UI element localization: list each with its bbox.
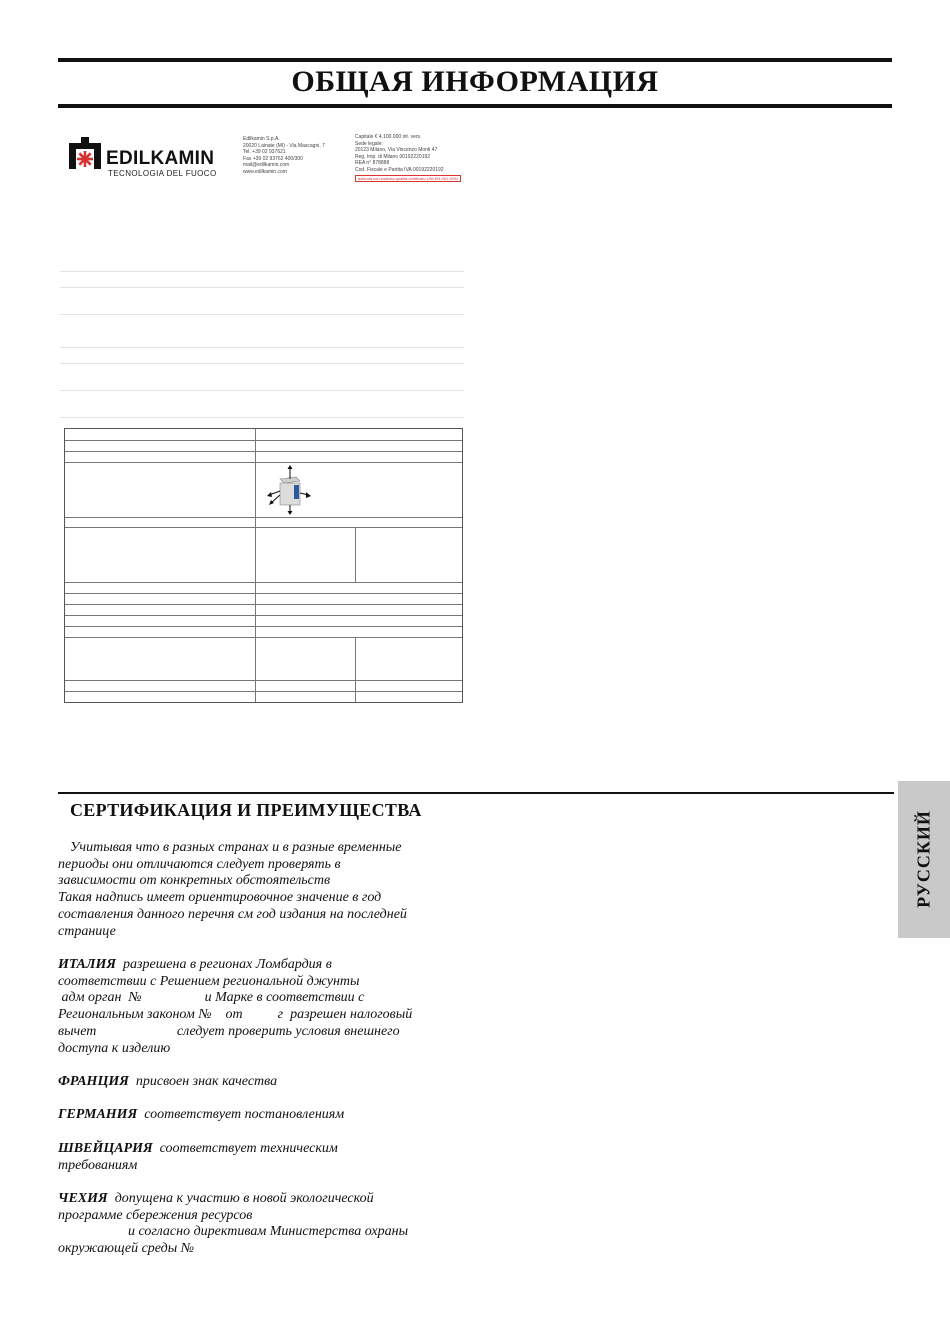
- legal-line: REA n° 878888: [355, 160, 390, 167]
- table-row-line: [65, 604, 462, 605]
- table-row-line: [65, 615, 462, 616]
- iso-certification-note: azienda con sistema qualità certificato UNI EN ISO 9001: [355, 175, 461, 182]
- address-line: www.edilkamin.com: [243, 168, 287, 175]
- form-line: [60, 390, 464, 391]
- address-line: Tel. +39 02 937621: [243, 149, 286, 156]
- table-row-line: [65, 462, 462, 463]
- text-line: соответствии с Решением региональной джунты: [58, 973, 360, 989]
- certification-heading: СЕРТИФИКАЦИЯ И ПРЕИМУЩЕСТВА: [70, 800, 422, 820]
- country-czech: ЧЕХИЯ: [58, 1191, 108, 1206]
- table-row-line: [65, 691, 462, 692]
- language-tab: [898, 781, 950, 938]
- table-row-line: [65, 527, 462, 528]
- legal-line: 20123 Milano, Via Vincenzo Monti 47: [355, 147, 438, 154]
- text-line: допущена к участию в новой экологической: [114, 1191, 374, 1206]
- text-line: и согласно директивам Министерства охраны: [58, 1224, 409, 1240]
- text-line: Учитывая что в разных странах и в разные временные: [70, 840, 402, 855]
- section-divider: [58, 792, 894, 794]
- text-line: вычет следует проверить условия внешнего: [58, 1023, 400, 1039]
- text-line: разрешена в регионах Ломбардия в: [123, 957, 332, 972]
- country-germany: ГЕРМАНИЯ: [58, 1107, 138, 1122]
- form-line: [60, 417, 464, 418]
- form-line: [60, 271, 464, 272]
- language-tab-label: РУССКИЙ: [913, 810, 934, 908]
- table-row-line: [65, 451, 462, 452]
- table-row-line: [65, 626, 462, 627]
- france-paragraph: [58, 1074, 476, 1091]
- address-line: 20020 Lainate (MI) - Via Mascagni, 7: [243, 142, 325, 149]
- switzerland-paragraph: [58, 1141, 476, 1174]
- country-switzerland: ШВЕЙЦАРИЯ: [58, 1141, 153, 1156]
- table-row-line: [65, 517, 462, 518]
- table-column-divider: [255, 429, 256, 702]
- text-line: соответствует постановлениям: [144, 1107, 345, 1122]
- legal-line: Cod. Fiscale e Partita IVA 00192220192: [355, 166, 444, 173]
- page-title: ОБЩАЯ ИНФОРМАЦИЯ: [291, 65, 659, 98]
- form-line: [60, 287, 464, 288]
- germany-paragraph: [58, 1107, 476, 1124]
- company-legal-info: [355, 134, 461, 182]
- address-line: Fax +39 02 93762 400/300: [243, 155, 303, 162]
- country-italy: ИТАЛИЯ: [58, 957, 117, 972]
- text-line: зависимости от конкретных обстоятельств: [58, 873, 331, 889]
- country-france: ФРАНЦИЯ: [58, 1074, 129, 1089]
- form-line: [60, 363, 464, 364]
- text-line: присвоен знак качества: [135, 1074, 278, 1089]
- table-row-line: [65, 680, 462, 681]
- table-row-line: [65, 637, 462, 638]
- table-row-line: [65, 593, 462, 594]
- text-line: Региональным законом № от г разрешен налоговый: [58, 1007, 413, 1023]
- table-column-divider: [355, 527, 356, 582]
- address-line: mail@edilkamin.com: [243, 162, 290, 169]
- text-line: требованиям: [58, 1157, 138, 1173]
- table-row-line: [65, 440, 462, 441]
- legal-line: Capitale € 4.100.000 int. vers.: [355, 134, 422, 140]
- italy-paragraph: [58, 957, 476, 1057]
- form-line: [60, 314, 464, 315]
- edilkamin-logo-icon: [68, 137, 102, 169]
- table-column-divider: [355, 637, 356, 702]
- header-rule-bottom: [58, 104, 892, 108]
- text-line: доступа к изделию: [58, 1040, 171, 1056]
- logo-tagline: TECNOLOGIA DEL FUOCO: [108, 169, 217, 178]
- technical-data-table: [64, 428, 463, 703]
- text-line: программе сбережения ресурсов: [58, 1207, 253, 1223]
- form-line: [60, 347, 464, 348]
- heat-distribution-icon: [266, 465, 312, 515]
- company-address: [243, 136, 325, 176]
- legal-line: Reg. Imp. di Milano 00192220192: [355, 153, 431, 160]
- text-line: странице: [58, 923, 116, 939]
- text-line: соответствует техническим: [159, 1141, 338, 1156]
- text-line: окружающей среды №: [58, 1241, 194, 1257]
- address-line: Edilkamin S.p.A.: [243, 136, 280, 142]
- certification-intro: [58, 840, 476, 940]
- text-line: адм орган № и Марке в соответствии с: [58, 990, 365, 1006]
- czech-paragraph: [58, 1191, 476, 1258]
- logo-wordmark: EDILKAMIN: [106, 148, 215, 169]
- legal-line: Sede legale:: [355, 140, 383, 147]
- table-row-line: [65, 582, 462, 583]
- text-line: составления данного перечня см год издания на последней: [58, 906, 407, 922]
- text-line: Такая надпись имеет ориентировочное значение в год: [58, 890, 382, 906]
- text-line: периоды они отличаются следует проверять в: [58, 856, 341, 872]
